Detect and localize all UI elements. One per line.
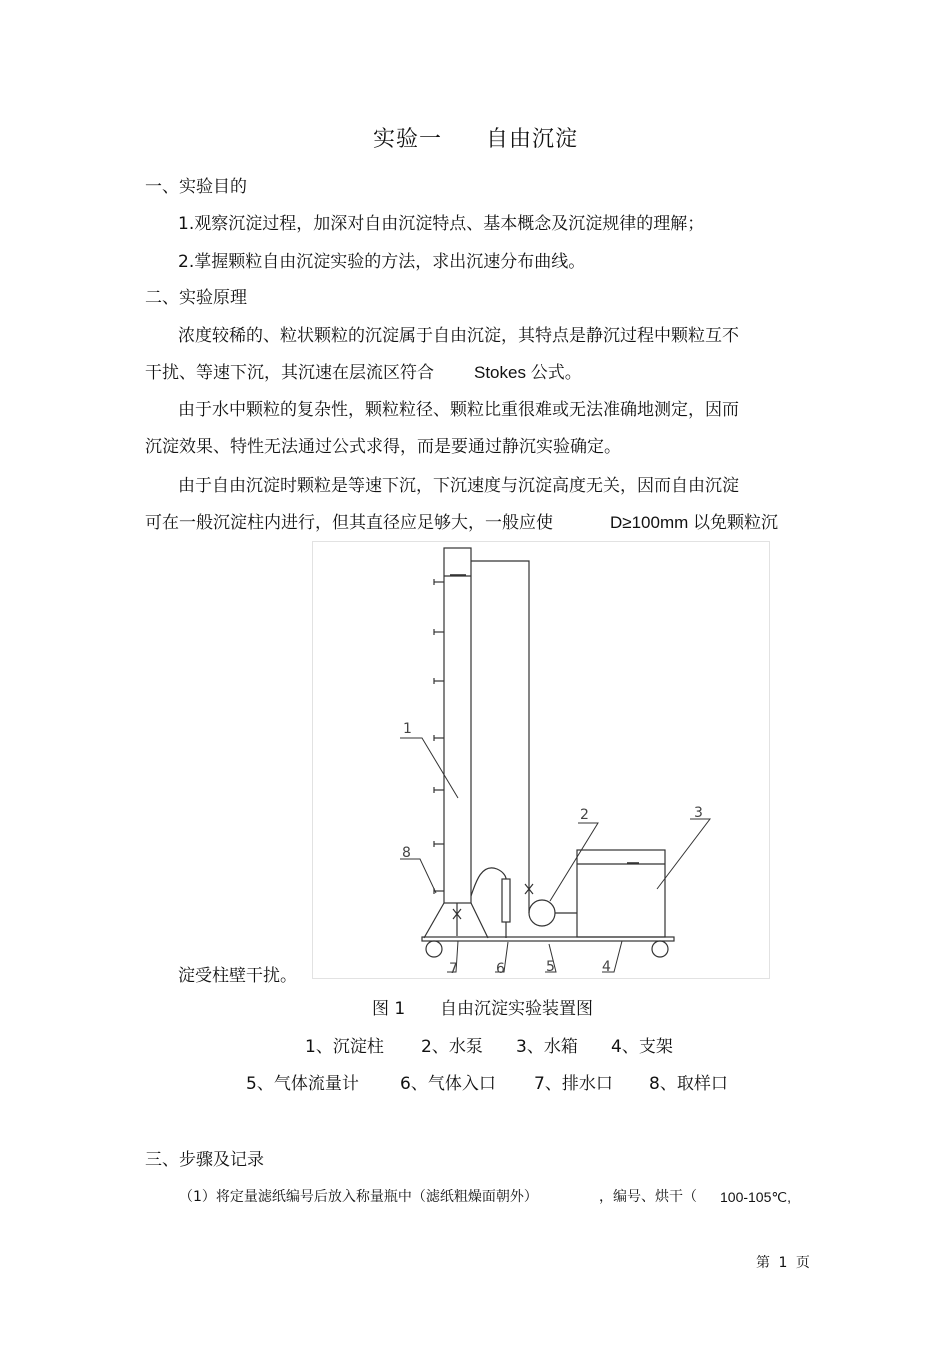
inlet-pipe [471,561,529,913]
callout-2: 2 [580,807,589,823]
page-number [756,1253,810,1273]
section2-p1-line1: 浓度较稀的、粒状颗粒的沉淀属于自由沉淀，其特点是静沉过程中颗粒互不 [178,326,739,346]
callout-8: 8 [402,845,411,861]
air-flowmeter [502,879,510,922]
section2-p3-line2a: 可在一般沉淀柱内进行，但其直径应足够大，一般应使 [145,513,553,533]
section2-heading: 二、实验原理 [145,288,247,308]
section3-step1c: 100-105℃, [720,1189,791,1205]
water-tank [577,850,665,937]
legend-item-6: 6、气体入口 [400,1074,496,1094]
sampling-ports [434,579,444,894]
air-line [471,868,506,896]
callout-4: 4 [602,959,611,975]
legend-item-5: 5、气体流量计 [246,1074,359,1094]
stand-wheel-left [426,941,442,957]
stand [422,937,674,941]
figure-caption-text: 自由沉淀实验装置图 [440,999,593,1019]
section2-p1-line2b: Stokes 公式。 [474,363,582,382]
section1-heading: 一、实验目的 [145,177,247,197]
title-part2: 自由沉淀 [486,127,579,152]
column-leg-right [471,903,488,938]
callout-5: 5 [546,959,555,975]
page-number-value: 1 [778,1255,788,1271]
stand-wheel-right [652,941,668,957]
figure-frame [313,542,770,979]
pump [529,900,555,926]
apparatus-diagram [312,541,772,981]
legend-item-3: 3、水箱 [516,1037,578,1057]
settling-column [444,548,471,903]
section3-heading: 三、步骤及记录 [145,1150,264,1170]
legend-item-2: 2、水泵 [421,1037,483,1057]
title-part1: 实验一 [373,127,443,152]
legend-item-4: 4、支架 [611,1037,673,1057]
callout-3: 3 [694,805,703,821]
section2-p2-line2: 沉淀效果、特性无法通过公式求得，而是要通过静沉实验确定。 [145,437,621,457]
page-prefix: 第 [756,1255,770,1271]
section2-p2-line1: 由于水中颗粒的复杂性，颗粒粒径、颗粒比重很难或无法准确地测定，因而 [178,400,739,420]
page-title [373,127,579,152]
column-leg-left [424,903,444,938]
section3-step1a: （1）将定量滤纸编号后放入称量瓶中（滤纸粗燥面朝外） [179,1189,538,1205]
page-suffix: 页 [795,1255,810,1271]
section1-item-2: 2.掌握颗粒自由沉淀实验的方法，求出沉速分布曲线。 [178,252,586,272]
section2-p3-line2b: D≥100mm 以免颗粒沉 [610,513,779,532]
legend-item-7: 7、排水口 [534,1074,613,1094]
section2-p3-line1: 由于自由沉淀时颗粒是等速下沉，下沉速度与沉淀高度无关，因而自由沉淀 [178,476,739,496]
legend-item-1: 1、沉淀柱 [305,1037,384,1057]
section3-step1b: ，编号、烘干（ [599,1189,697,1205]
callout-7: 7 [449,961,458,977]
section2-p1-line2a: 干扰、等速下沉，其沉速在层流区符合 [145,363,434,383]
callout-6: 6 [496,961,505,977]
section2-p3-line3: 淀受柱壁干扰。 [178,966,297,986]
legend-item-8: 8、取样口 [649,1074,728,1094]
figure-caption-label: 图 1 [372,999,406,1019]
callout-1: 1 [403,721,412,737]
section1-item-1: 1.观察沉淀过程，加深对自由沉淀特点、基本概念及沉淀规律的理解； [178,214,705,234]
